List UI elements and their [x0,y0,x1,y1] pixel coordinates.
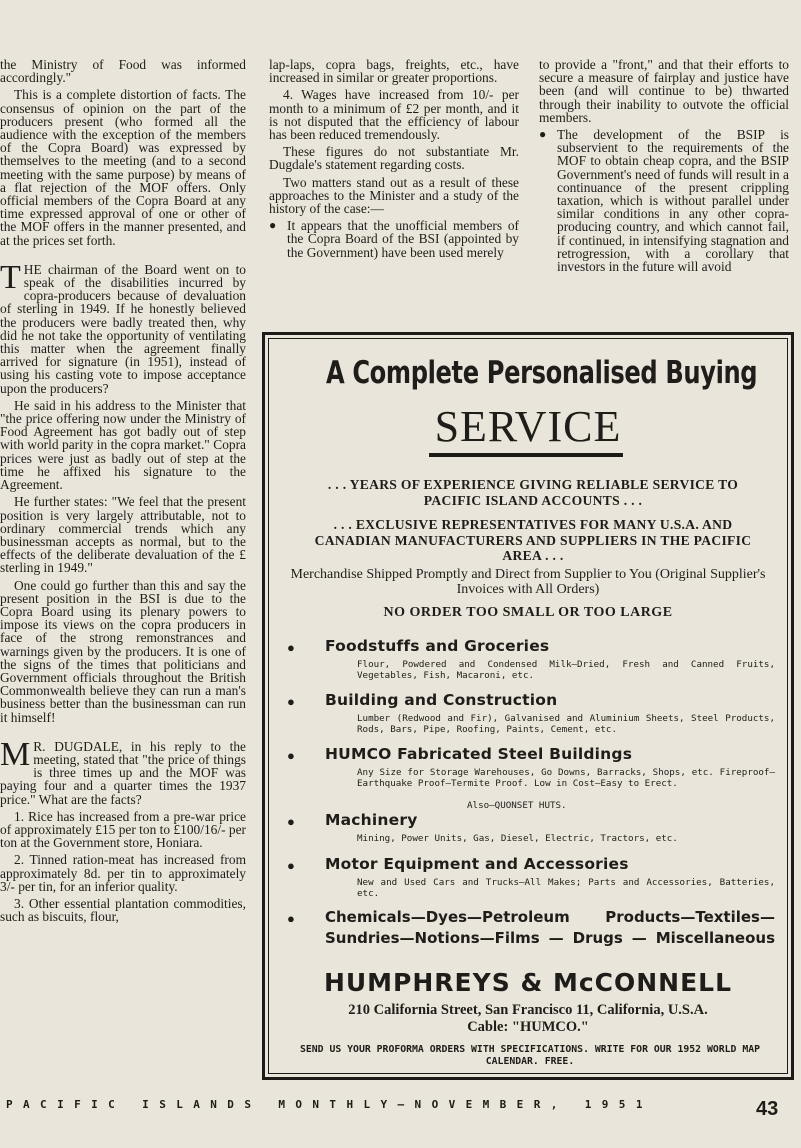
ad-claim: . . . EXCLUSIVE REPRESENTATIVES FOR MANY U.S.A. AND CANADIAN MANUFACTURERS AND SUPPLIERS IN THE PACIFIC AREA . . . [314,517,752,563]
article-paragraph: One could go further than this and say the present position in the BSI is due to the Copra Board using its plenary powers to impose its views on the copra producers in face of the strong remonstrances and warnings given by the producers. It is one of the signs of the times that politicians and Government officials throughout the British Commonwealth believe they can run a man's business better than the businessman can run it himself! [0,577,246,725]
article-paragraph: 2. Tinned ration-meat has increased from approximately 8d. per tin to approximately 3/- per tin, for an inferior quality. [0,852,246,894]
category-title: Building and Construction [325,691,558,709]
article-paragraph: Two matters stand out as a result of these approaches to the Minister and a study of the history of the case:— [269,174,519,217]
article-paragraph-dropcap: M R. DUGDALE, in his reply to the meeting, stated that "the price of things is three times up and the MOF was paying four and a quarter times the 1937 price." What are the facts? [0,735,246,807]
category-title: Foodstuffs and Groceries [325,637,550,655]
article-paragraph: He further states: "We feel that the present position is very largely attributable, not to ordinary commercial trends which any businessman accepts as normal, but to the effects of the deliberate devaluation of the £ sterling in 1949." [0,494,246,576]
category-description: Lumber (Redwood and Fir), Galvanised and Aluminium Sheets, Steel Products, Rods, Bars, Pipe, Roofing, Paints, Cement, etc. [357,713,775,735]
article-paragraph: This is a complete distortion of facts. The consensus of opinion on the part of the producers present (who formed all the audience with the exception of the members of the Copra Board) was expressed by themselves to the meeting (and to a second meeting with the same purpose) by means of a flat rejection of the MOF offers. Only official members of the Copra Board at any time expressed approval of one or other of the MOF offers in the manner presented, and at the prices set forth. [0,87,246,248]
ad-rule [429,453,623,457]
article-paragraph: to provide a "front," and that their efforts to secure a measure of fairplay and justice have been (and will continue to be) thwarted through their inability to outvote the official members. [539,57,789,125]
article-column-1 [0,58,246,927]
advertisement-box [262,332,794,1080]
bullet-icon: ● [287,814,295,829]
article-paragraph: 4. Wages have increased from 10/- per month to a minimum of £2 per month, and it is not disputed that the efficiency of labour has been reduced tremendously. [269,87,519,143]
ad-no-order: NO ORDER TOO SMALL OR TOO LARGE [383,605,673,620]
article-column-2 [269,58,519,263]
article-paragraph: 3. Other essential plantation commodities, such as biscuits, flour, [0,895,246,925]
category-description: Mining, Power Units, Gas, Diesel, Electric, Tractors, etc. [357,833,678,844]
bullet-icon: ● [287,911,295,926]
article-paragraph: These figures do not substantiate Mr. Dugdale's statement regarding costs. [269,144,519,173]
ad-footnote: SEND US YOUR PROFORMA ORDERS WITH SPECIFICATIONS. WRITE FOR OUR 1952 WORLD MAP CALENDAR. FREE. [299,1044,761,1067]
article-paragraph: He said in his address to the Minister that "the price offering now under the Ministry of Food Agreement has got badly out of step with world parity in the copra market." Copra prices were just as badly out of step at the time he affixed his signature to the Agreement. [0,397,246,493]
article-paragraph-dropcap: THE chairman of the Board went on to speak of the disabilities incurred by copra-producers because of devaluation of sterling in 1949. If he honestly believed the producers were badly treated then, why did he not take the opportunity of ventilating this matter when the agreement finally arrived for signature (in 1951), instead of using his casting vote to impose acceptance upon the producers? [0,258,246,396]
page-footer: PACIFIC ISLANDS MONTHLY—NOVEMBER, 1951 [6,1098,653,1111]
bullet-icon: ● [269,218,277,233]
company-address: 210 California Street, San Francisco 11, California, U.S.A. [348,1002,708,1018]
ad-service-title: SERVICE [434,402,622,451]
company-address-block [269,1002,787,1036]
drop-cap: T [0,258,21,296]
bullet-icon: ● [287,858,295,873]
bullet-paragraph: ● It appears that the unofficial members of the Copra Board of the BSI (appointed by the Government) have been used merely [269,218,519,260]
category-also-note: Also—QUONSET HUTS. [467,800,567,811]
article-column-3 [539,58,789,277]
bullet-icon: ● [287,748,295,763]
bullet-icon: ● [287,694,295,709]
bullet-icon: ● [539,127,547,142]
company-name: HUMPHREYS & McCONNELL [323,968,733,997]
company-cable: Cable: "HUMCO." [467,1019,589,1035]
page-number: 43 [756,1098,779,1120]
category-title: Machinery [325,811,418,829]
ad-claim: . . . YEARS OF EXPERIENCE GIVING RELIABLE SERVICE TO PACIFIC ISLAND ACCOUNTS . . . [327,477,739,508]
category-title: Motor Equipment and Accessories [325,855,629,873]
misc-products: Chemicals—Dyes—Petroleum Products—Textiles— Sundries—Notions—Films — Drugs — Miscellaneous [325,908,775,947]
article-paragraph: 1. Rice has increased from a pre-war price of approximately £15 per ton to £100/16/- per ton at the Government store, Honiara. [0,808,246,851]
advertisement-inner [268,338,788,1074]
ad-shipping-note: Merchandise Shipped Promptly and Direct from Supplier to You (Original Supplier's Invoices with All Orders) [290,567,766,597]
article-paragraph: lap-laps, copra bags, freights, etc., have increased in similar or greater proportions. [269,57,519,86]
category-title: HUMCO Fabricated Steel Buildings [325,745,633,763]
category-description: Any Size for Storage Warehouses, Go Downs, Barracks, Shops, etc. Fireproof—Earthquake Proof—Termite Proof. Low in Cost—Easy to Erect. [357,767,775,789]
bullet-icon: ● [287,640,295,655]
category-description: Flour, Powdered and Condensed Milk—Dried, Fresh and Canned Fruits, Vegetables, Fish, Macaroni, etc. [357,659,775,681]
bullet-paragraph: ● The development of the BSIP is subservient to the requirements of the MOF to obtain cheap copra, and the BSIP Government's need of funds will result in a continuance of the present crippling taxation, which is without parallel under similar conditions in any other copra-producing country, and which cannot fail, if continued, in intensifying stagnation and retrogression, with a corollary that investors in the future will avoid [539,127,789,275]
category-description: New and Used Cars and Trucks—All Makes; Parts and Accessories, Batteries, etc. [357,877,775,899]
ad-heading: A Complete Personalised Buying [325,355,758,391]
article-paragraph: the Ministry of Food was informed accordingly." [0,57,246,86]
drop-cap: M [0,735,31,773]
